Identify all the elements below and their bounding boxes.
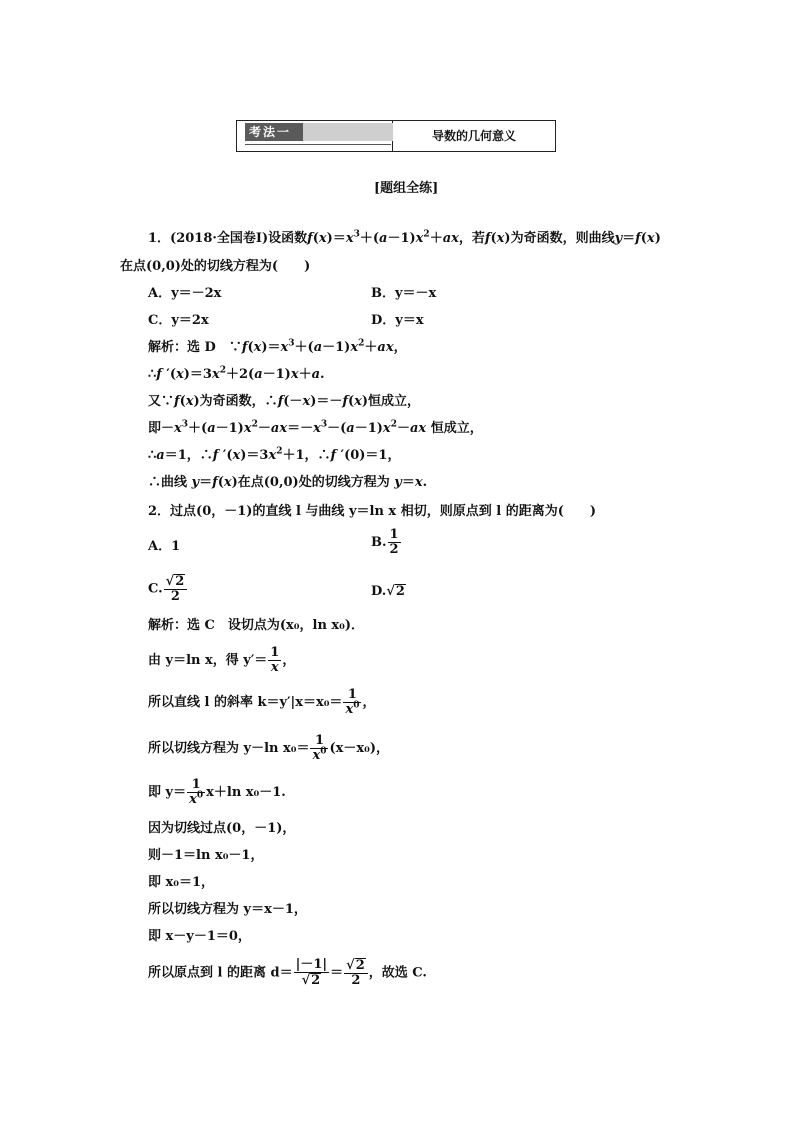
q1-stem-a: 设函数 [268, 231, 308, 246]
q1-option-b: B．y＝－x [371, 286, 437, 301]
q2-line-eq: 所以切线方程为 y＝x－1， [148, 902, 307, 917]
q1-solution-pick: 选 D [187, 340, 216, 355]
topic-badge [245, 123, 393, 141]
q1-solution-line6-tail: 处的切线方程为 [298, 475, 390, 490]
q2-solution-line5: 即 y＝ $\frac{1}{x^0}$ x＋ln x₀－1. [148, 777, 286, 807]
q2-line-x0: 即 x₀＝1， [148, 875, 215, 890]
q1-solution-label: 解析： [148, 340, 188, 355]
q2-solution-line4: 所以切线方程为 y－ln x₀＝ $\frac{1}{x^0}$ (x－x₀)， [148, 733, 389, 763]
q2-line-through: 因为切线过点(0，－1)， [148, 821, 296, 836]
topic-header [236, 120, 556, 152]
q2-option-b: B. $\frac{1}{2}$ [371, 527, 399, 557]
q2-line-tangent: 所以切线方程为 y－ln x₀＝ [148, 741, 310, 756]
q2-option-d-prefix: D. [371, 584, 387, 599]
q1-option-d: D．y＝x [371, 313, 424, 328]
q2-line-dist-tail: ，故选 C. [368, 965, 427, 981]
q1-stem-c: 为奇函数，则曲线 [510, 231, 615, 246]
topic-title: 导数的几何意义 [431, 129, 516, 143]
q1-stem-line1: 1．(2018·全国卷Ⅰ)设函数$f(x)=x^3+(a-1)x^2+ax$，若f(x)为奇函数，则曲线y＝f(x) [148, 229, 661, 246]
q2-stem-text: 过点(0，－1)的直线 l 与曲线 y＝ln x 相切，则原点到 l 的距离为( ) [170, 504, 596, 519]
q2-solution-label: 解析： [148, 618, 188, 633]
q1-solution-line1: 解析：选 D $\because f(x)=x^3+(a-1)x^2+ax$， [148, 338, 407, 355]
q1-solution-line4-tail: 恒成立， [430, 421, 483, 436]
q1-solution-line2: ∴f $'(x)=3x^2+2(a-1)x+a$. [148, 365, 325, 382]
q1-solution-line6: ∴曲线 y＝f(x)在点(0,0)处的切线方程为 y＝x. [148, 475, 428, 490]
q2-solution-tail: 设切点为(x₀，ln x₀)． [227, 618, 365, 633]
q1-stem-b: ，若 [458, 231, 485, 246]
q2-line-from: 由 y＝ln x，得 y′＝ [148, 653, 268, 668]
q2-option-a: A．1 [148, 539, 181, 554]
q2-solution-pick: 选 C [187, 618, 215, 633]
q1-source: (2018·全国卷Ⅰ) [170, 231, 269, 246]
q2-option-c-prefix: C. [148, 581, 163, 597]
q2-option-d: D.√2 [371, 584, 405, 599]
q2-line-slope: 所以直线 l 的斜率 k＝y′|x＝x₀＝ [148, 695, 343, 710]
q1-option-a: A．y＝－2x [148, 286, 222, 301]
q1-solution-line3-tail: 恒成立， [368, 394, 421, 409]
q2-solution-distance: 所以原点到 l 的距离 d＝ $\frac{|-1|}{√2}$ ＝ $\frac{√2}{2}$ ，故选 C. [148, 957, 427, 988]
q2-option-b-prefix: B. [371, 535, 387, 550]
q2-line-ie-tail: x＋ln x₀－1. [206, 785, 286, 800]
q2-line-ie: 即 y＝ [148, 785, 187, 800]
topic-badge-cell [237, 121, 393, 151]
q1-solution-line3: 又∵f(x)为奇函数，∴f(－x)＝－f(x)恒成立， [148, 394, 421, 409]
q2-solution-line3: 所以直线 l 的斜率 k＝y′|x＝x₀＝ $\frac{1}{x^0}$ ， [148, 687, 376, 717]
topic-badge-label: 考法一 [249, 125, 292, 139]
q2-number: 2． [148, 504, 171, 519]
q2-line-then: 则－1＝ln x₀－1， [148, 848, 264, 863]
q2-stem [148, 503, 596, 521]
q2-line-dist: 所以原点到 l 的距离 d＝ [148, 965, 293, 981]
q2-solution-line1 [148, 617, 364, 635]
q1-solution-line4: 即$-x^3+(a-1)x^2-ax=-x^3-(a-1)x^2-ax$ 恒成立， [148, 419, 483, 436]
q2-line-tangent-tail: (x－x₀)， [329, 741, 389, 756]
q1-option-c: C．y＝2x [148, 313, 209, 328]
q1-stem-line2: 在点(0,0)处的切线方程为( ) [120, 259, 311, 274]
q1-number: 1． [148, 231, 171, 246]
section-title: [题组全练] [374, 181, 439, 196]
q2-solution-line2: 由 y＝ln x，得 y′＝ $\frac{1}{x}$ ， [148, 645, 296, 675]
q1-solution-line5: ∴a＝1，∴f $'(x)=3x^2+1$，∴f ′(0)＝1， [148, 446, 401, 463]
q2-line-eq2: 即 x－y－1＝0， [148, 929, 251, 944]
q2-option-c: C. $\frac{√2}{2}$ [148, 574, 188, 604]
